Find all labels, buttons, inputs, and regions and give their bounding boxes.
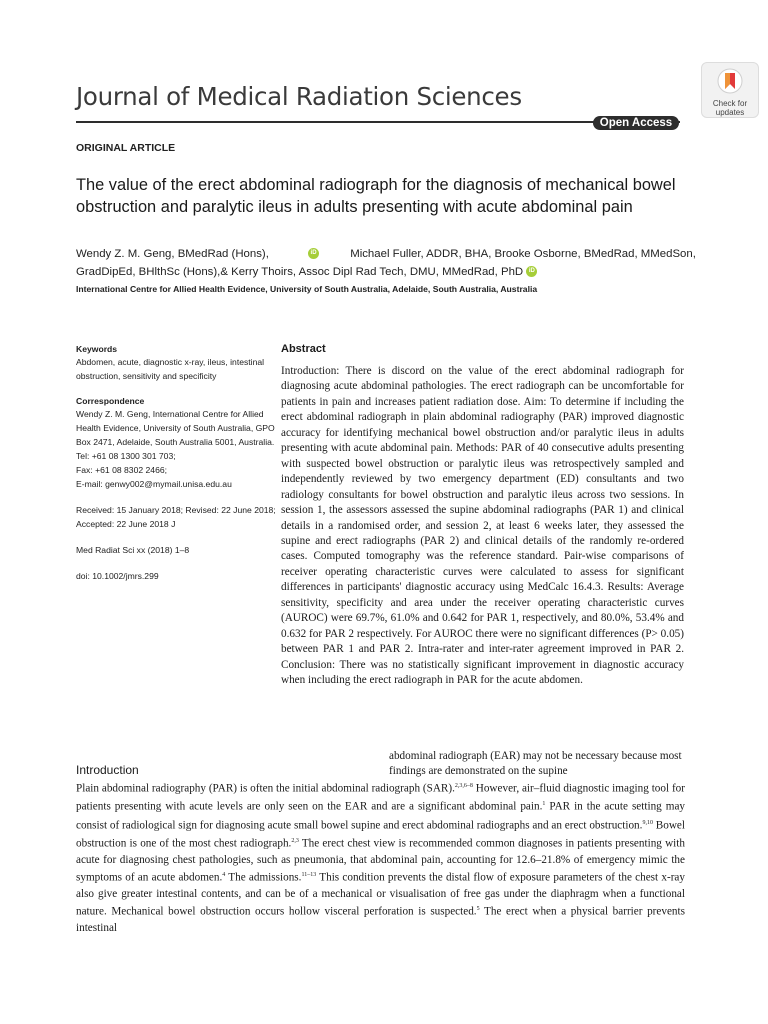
correspondence-address: Wendy Z. M. Geng, International Centre for Allied Health Evidence, University of South Australia, GPO Box 2471, Adelaide, South Australia 5001, Australia. [76,409,275,447]
orcid-icon[interactable]: iD [526,266,537,277]
correspondence-fax: Fax: +61 08 8302 2466; [76,465,168,475]
check-updates-label: Check for [712,99,748,108]
abstract-text: Introduction: There is discord on the value of the erect abdominal radiograph for diagnosing acute abdominal pathologies. The erect radiograph can be uncomfortable for patients in pain and increases patient radiation dose. Aim: To determine if including the erect abdominal radiograph in plain abdominal radiography (PAR) improved diagnostic accuracy for identifying mechanical bowel obstruction and/or paralytic ileus in adults presenting with acute abdominal pain. Methods: PAR of 40 consecutive adults presenting with suspected bowel obstruction or paralytic ileus was retrospectively sampled and independently reviewed by two emergency department (ED) consultants and two radiology consultants for bowel obstruction and paralytic ileus across two sessions. In session 1, the assessors assessed the supine abdominal radiographs (PAR 1) and clinical details in a randomised order, and session 2, at least 6 weeks later, they assessed the supine and erect radiographs (PAR 2) and clinical details of the randomly re-ordered cases. Computed tomography was the reference standard. Pair-wise comparisons of receiver operating characteristic curves were calculated to assess for significant differences in participants' diagnostic accuracy using MedCalc 16.4.3. Results: Average sensitivity, specificity and area under the receiver operating characteristic curves (AUROC) were 69.7%, 61.0% and 0.642 for PAR 1, respectively, and 80.0%, 53.4% and 0.632 for PAR 2 respectively. For AUROC there were no significant differences (P> 0.05) between PAR 1 and PAR 2. Intra-rater and inter-rater agreement improved in PAR 2. Conclusion: There was no statistically significant improvement in diagnostic accuracy when including the erect radiograph in PAR for the acute abdomen. [281,365,684,687]
journal-title: Journal of Medical Radiation Sciences [76,82,522,111]
reference-marker[interactable]: 11–13 [301,872,317,879]
header-rule [76,121,680,123]
keywords-label: Keywords [76,344,118,354]
author-list [76,245,696,281]
correspondence-email[interactable]: E-mail: genwy002@mymail.unisa.edu.au [76,479,232,489]
correspondence-tel: Tel: +61 08 1300 301 703; [76,451,176,461]
body-text-segment: Bowel obstruction is one of the most chest radiograph. [76,819,685,850]
body-text-segment: Plain abdominal radiography (PAR) is often the initial abdominal radiograph (SAR). [76,782,455,795]
article-info-sidebar [76,343,276,595]
correspondence-label: Correspondence [76,396,145,406]
body-column2-start: abdominal radiograph (EAR) may not be necessary because most findings are demonstrated on the supine [389,750,682,778]
reference-marker[interactable]: 1 [542,801,546,808]
article-type: ORIGINAL ARTICLE [76,142,176,154]
body-text-segment: The erect when a physical barrier prevents intestinal [76,906,685,934]
body-text-segment: PAR in the acute setting may consist of radiological sign for diagnosing acute small bowel supine and erect abdominal radiographs and an erect obstruction. [76,801,686,832]
open-access-badge: Open Access [593,116,679,130]
body-text-segment: The erect chest view is recommended common diagnoses in patients presenting with acute for diagnosing chest pathologies, such as pneumonia, that abdominal pain, accounting for 12.6–21.8% of emergency mimic the symptoms of an acute abdomen. [76,837,685,884]
author-text-1: Wendy Z. M. Geng, BMedRad (Hons), [76,248,269,260]
reference-marker[interactable]: 2,3,6–8 [454,783,473,789]
article-title: The value of the erect abdominal radiograph for the diagnosis of mechanical bowel obstruction and paralytic ileus in adults presenting with acute abdominal pain [76,176,676,216]
doi[interactable]: doi: 10.1002/jmrs.299 [76,571,159,581]
orcid-icon[interactable]: iD [308,248,319,259]
body-text-segment: The admissions. [225,871,302,884]
bookmark-ribbon-icon [717,68,743,94]
reference-marker[interactable]: 5 [476,906,480,913]
reference-marker[interactable]: 4 [222,872,226,879]
article-dates: Received: 15 January 2018; Revised: 22 June 2018; Accepted: 22 June 2018 J [76,505,276,529]
body-text-segment: This condition prevents the distal flow of exposure parameters of the chest x-ray also give greater intestinal contents, and can be of a mechanical or visualisation of free gas under the diaphragm when a functional nature. Mechanical bowel obstruction occurs hollow visceral perforation is suspected. [76,871,685,918]
introduction-text [76,779,685,936]
citation: Med Radiat Sci xx (2018) 1–8 [76,545,190,555]
check-for-updates-button[interactable] [701,62,759,118]
author-text-2: Michael Fuller, ADDR, BHA, Brooke Osborne, BMedRad, MMedSon, GradDipEd, BHlthSc (Hons),& Kerry Thoirs, Assoc Dipl Rad Tech, DMU, MMedRad, PhD [76,248,696,278]
body-text-segment: However, air–fluid diagnostic imaging tool for patients presenting with acute levels are only seen on the EAR and are a significant abdominal pain. [76,782,685,814]
reference-marker[interactable]: 9,10 [642,819,653,826]
check-updates-label-2: updates [715,108,745,117]
abstract-heading: Abstract [281,343,326,355]
affiliation: International Centre for Allied Health Evidence, University of South Australia, Adelaide, South Australia, Australia [76,284,538,294]
reference-marker[interactable]: 2,3 [291,838,299,845]
keywords: Abdomen, acute, diagnostic x-ray, ileus, intestinal obstruction, sensitivity and specificity [76,357,265,381]
introduction-heading: Introduction [76,763,139,777]
